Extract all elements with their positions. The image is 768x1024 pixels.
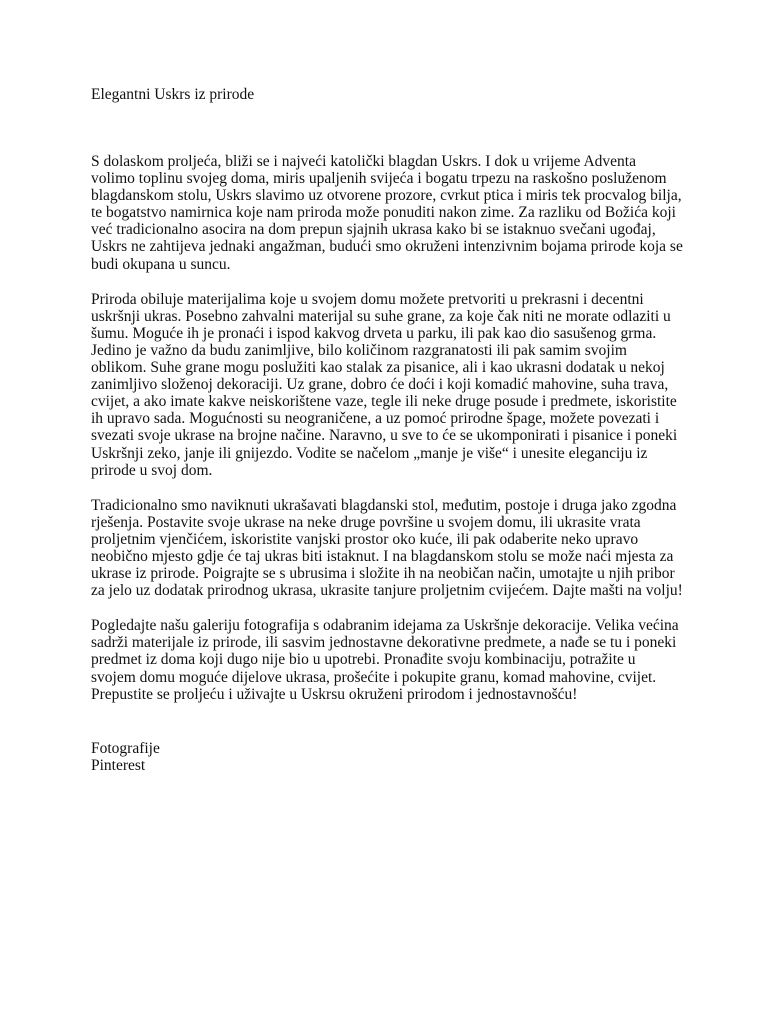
paragraph-intro: S dolaskom proljeća, bliži se i najveći katolički blagdan Uskrs. I dok u vrijeme Adventa volimo toplinu svojeg doma, miris upaljenih svijeća i bogatu trpezu na raskošno posluženom blagdanskom stolu, Uskrs slavimo uz otvorene prozore, cvrkut ptica i miris tek procvalog bilja, te bogatstvo namirnica koje nam priroda može ponuditi nakon zime. Za razliku od Božića koji već tradicionalno asocira na dom prepun sjajnih ukrasa kako bi se istaknuo svečani ugođaj, Uskrs ne zahtijeva jednaki angažman, budući smo okruženi intenzivnim bojama prirode koja se budi okupana u suncu. bbox=[91, 153, 683, 273]
paragraph-decorating: Tradicionalno smo naviknuti ukrašavati blagdanski stol, međutim, postoje i druga jako zgodna rješenja. Postavite svoje ukrase na neke druge površine u svojem domu, ili ukrasite vrata proljetnim vjenčićem, iskoristite vanjski prostor oko kuće, ili pak odaberite neko upravo neobično mjesto gdje će taj ukras biti istaknut. I na blagdanskom stolu se može naći mjesta za ukrase iz prirode. Poigrajte se s ubrusima i složite ih na neobičan način, umotajte u njih pribor za jelo uz dodatak prirodnog ukrasa, ukrasite tanjure proljetnim cvijećem. Dajte mašti na volju! bbox=[91, 496, 683, 600]
paragraph-gallery: Pogledajte našu galeriju fotografija s odabranim idejama za Uskršnje dekoracije. Velika većina sadrži materijale iz prirode, ili sasvim jednostavne dekorativne predmete, a nađe se tu i poneki predmet iz doma koji dugo nije bio u upotrebi. Pronađite svoju kombinaciju, potražite u svojem domu moguće dijelove ukrasa, prošećite i pokupite granu, komad mahovine, cvijet. Prepustite se proljeću i uživajte u Uskrsu okruženi prirodom i jednostavnošću! bbox=[91, 617, 679, 703]
document-body bbox=[91, 153, 683, 721]
paragraph-materials: Priroda obiluje materijalima koje u svojem domu možete pretvoriti u prekrasni i decentni uskršnji ukras. Posebno zahvalni materijal su suhe grane, za koje čak niti ne morate odlaziti u šumu. Moguće ih je pronaći i ispod kakvog drveta u parku, ili pak kao dio sasušenog grma. Jedino je važno da budu zanimljive, bilo količinom razgranatosti ili pak samim svojim oblikom. Suhe grane mogu poslužiti kao stalak za pisanice, ali i kao ukrasni dodatak u nekoj zanimljivo složenoj dekoraciji. Uz grane, dobro će doći i koji komadić mahovine, suha trava, cvijet, a ako imate kakve neiskorištene vaze, tegle ili neke druge posude i predmete, iskoristite ih upravo sada. Mogućnosti su neograničene, a uz pomoć prirodne špage, možete povezati i svezati svoje ukrase na brojne načine. Naravno, u sve to će se ukomponirati i pisanice i poneki Uskršnji zeko, janje ili gnijezdo. Vodite se načelom „manje je više“ i unesite eleganciju iz prirode u svoj dom. bbox=[91, 290, 678, 479]
credits-source: Pinterest bbox=[91, 757, 146, 774]
credits-label: Fotografije bbox=[91, 740, 160, 757]
photo-credits bbox=[91, 740, 160, 774]
document-title: Elegantni Uskrs iz prirode bbox=[91, 86, 255, 103]
